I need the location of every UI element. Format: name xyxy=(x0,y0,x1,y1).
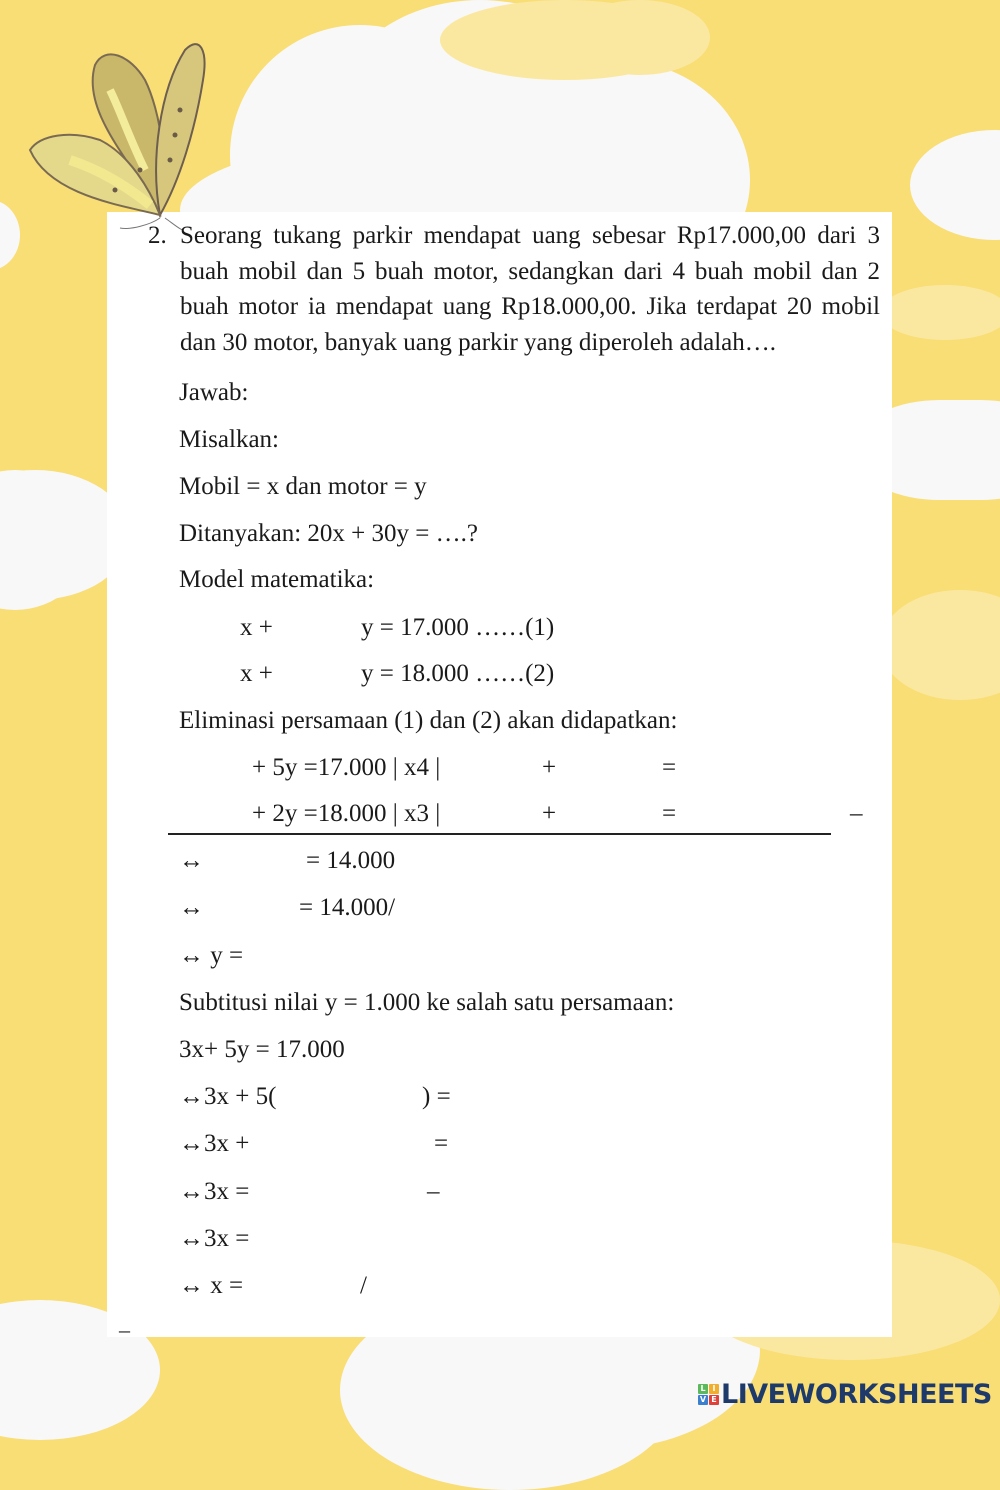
question-text: Seorang tukang parkir mendapat uang sebesar Rp17.000,00 dari 3 buah mobil dan 5 buah motor, sedangkan dari 4 buah mobil dan 2 buah motor ia mendapat uang Rp18.000,00. Jika terdapat 20 mobil dan 30 motor, banyak uang parkir yang diperoleh adalah…. xyxy=(180,222,880,356)
step3-text: ↔ y = xyxy=(179,942,244,969)
elim-row2-result-x-input[interactable] xyxy=(462,799,542,831)
y-value-input[interactable] xyxy=(250,941,374,973)
logo-text: LIVEWORKSHEETS xyxy=(721,1378,992,1410)
logo-tile-e: E xyxy=(709,1395,719,1405)
elimination-divider xyxy=(168,833,831,835)
substitution-label: Subtitusi nilai y = 1.000 ke salah satu persamaan: xyxy=(179,989,675,1016)
liveworksheets-logo xyxy=(698,1378,992,1410)
model-eq2-left: x + xyxy=(240,660,273,687)
model-eq1-coef-y-input[interactable] xyxy=(282,613,362,645)
step1-right: = 14.000 xyxy=(306,847,396,874)
subst-step3-a-input[interactable] xyxy=(258,1177,426,1209)
elim-row2-equals: = xyxy=(662,800,677,827)
live-tiles-icon xyxy=(698,1384,719,1405)
subst-step4-input[interactable] xyxy=(258,1224,426,1256)
model-eq1-coef-x-input[interactable] xyxy=(196,613,242,645)
model-eq2-right: y = 18.000 ……(2) xyxy=(361,660,555,687)
elim-row2-text: + 2y =18.000 | x3 | xyxy=(252,800,441,827)
subst-step3-minus: – xyxy=(427,1178,440,1205)
model-eq1-left: x + xyxy=(240,614,273,641)
subst-step2-left: ↔3x + xyxy=(179,1130,250,1157)
step2-divisor-input[interactable] xyxy=(406,893,490,925)
misalkan-label: Misalkan: xyxy=(179,426,279,453)
elim-row1-equals: = xyxy=(662,754,677,781)
step1-arrow: ↔ xyxy=(179,847,204,874)
elim-row1-result-y-input[interactable] xyxy=(562,753,662,785)
subst-step5-left: ↔ x = xyxy=(179,1272,244,1299)
question-number: 2. xyxy=(148,222,167,249)
subst-step2-const-input[interactable] xyxy=(458,1129,582,1161)
subst-step1-right: ) = xyxy=(422,1083,451,1110)
model-eq2-coef-x-input[interactable] xyxy=(196,659,242,691)
elim-row2-result-y-input[interactable] xyxy=(562,799,662,831)
step1-lhs-input[interactable] xyxy=(210,846,306,878)
butterfly-icon xyxy=(10,20,210,230)
elimination-label: Eliminasi persamaan (1) dan (2) akan didapatkan: xyxy=(179,707,678,734)
logo-tile-l: L xyxy=(698,1384,708,1394)
model-eq1-right: y = 17.000 ……(1) xyxy=(361,614,555,641)
logo-tile-v: V xyxy=(699,1394,707,1404)
elim-row1-plus: + xyxy=(542,754,557,781)
subst-step3-b-input[interactable] xyxy=(448,1177,582,1209)
subst-step1-left: ↔3x + 5( xyxy=(179,1083,277,1110)
subst-step3-left: ↔3x = xyxy=(179,1178,250,1205)
step2-lhs-input[interactable] xyxy=(210,893,300,925)
model-eq2-coef-y-input[interactable] xyxy=(282,659,362,691)
cloud-shape xyxy=(880,285,1000,340)
variables-definition: Mobil = x dan motor = y xyxy=(179,473,427,500)
elim-row1-x-input[interactable] xyxy=(185,753,253,785)
step2-right: = 14.000/ xyxy=(299,894,396,921)
subst-step2-equals: = xyxy=(434,1130,449,1157)
model-label: Model matematika: xyxy=(179,566,375,593)
cloud-shape xyxy=(570,0,710,75)
subst-step5-numerator-input[interactable] xyxy=(250,1271,360,1303)
elim-row2-result-const-input[interactable] xyxy=(686,799,830,831)
logo-tile-i: I xyxy=(709,1384,719,1394)
cloud-shape xyxy=(880,590,1000,700)
elim-row1-result-x-input[interactable] xyxy=(462,753,542,785)
elim-row1-text: + 5y =17.000 | x4 | xyxy=(252,754,441,781)
elim-row1-result-const-input[interactable] xyxy=(686,753,830,785)
elim-row2-plus: + xyxy=(542,800,557,827)
subtract-sign: – xyxy=(850,800,863,827)
jawab-label: Jawab: xyxy=(179,379,249,406)
ditanyakan-text: Ditanyakan: 20x + 30y = ….? xyxy=(179,520,478,547)
cloud-shape xyxy=(910,130,1000,240)
trailing-dash: – xyxy=(119,1317,130,1342)
subst-step4-left: ↔3x = xyxy=(179,1225,250,1252)
subst-step1-const-input[interactable] xyxy=(460,1082,584,1114)
step2-arrow: ↔ xyxy=(179,894,204,921)
subst-step2-term-input[interactable] xyxy=(258,1129,432,1161)
subst-step5-denominator-input[interactable] xyxy=(374,1271,458,1303)
subst-step5-slash: / xyxy=(360,1272,367,1299)
elim-row2-x-input[interactable] xyxy=(185,799,253,831)
subst-step1-y-input[interactable] xyxy=(286,1082,422,1114)
substitution-equation: 3x+ 5y = 17.000 xyxy=(179,1036,345,1063)
